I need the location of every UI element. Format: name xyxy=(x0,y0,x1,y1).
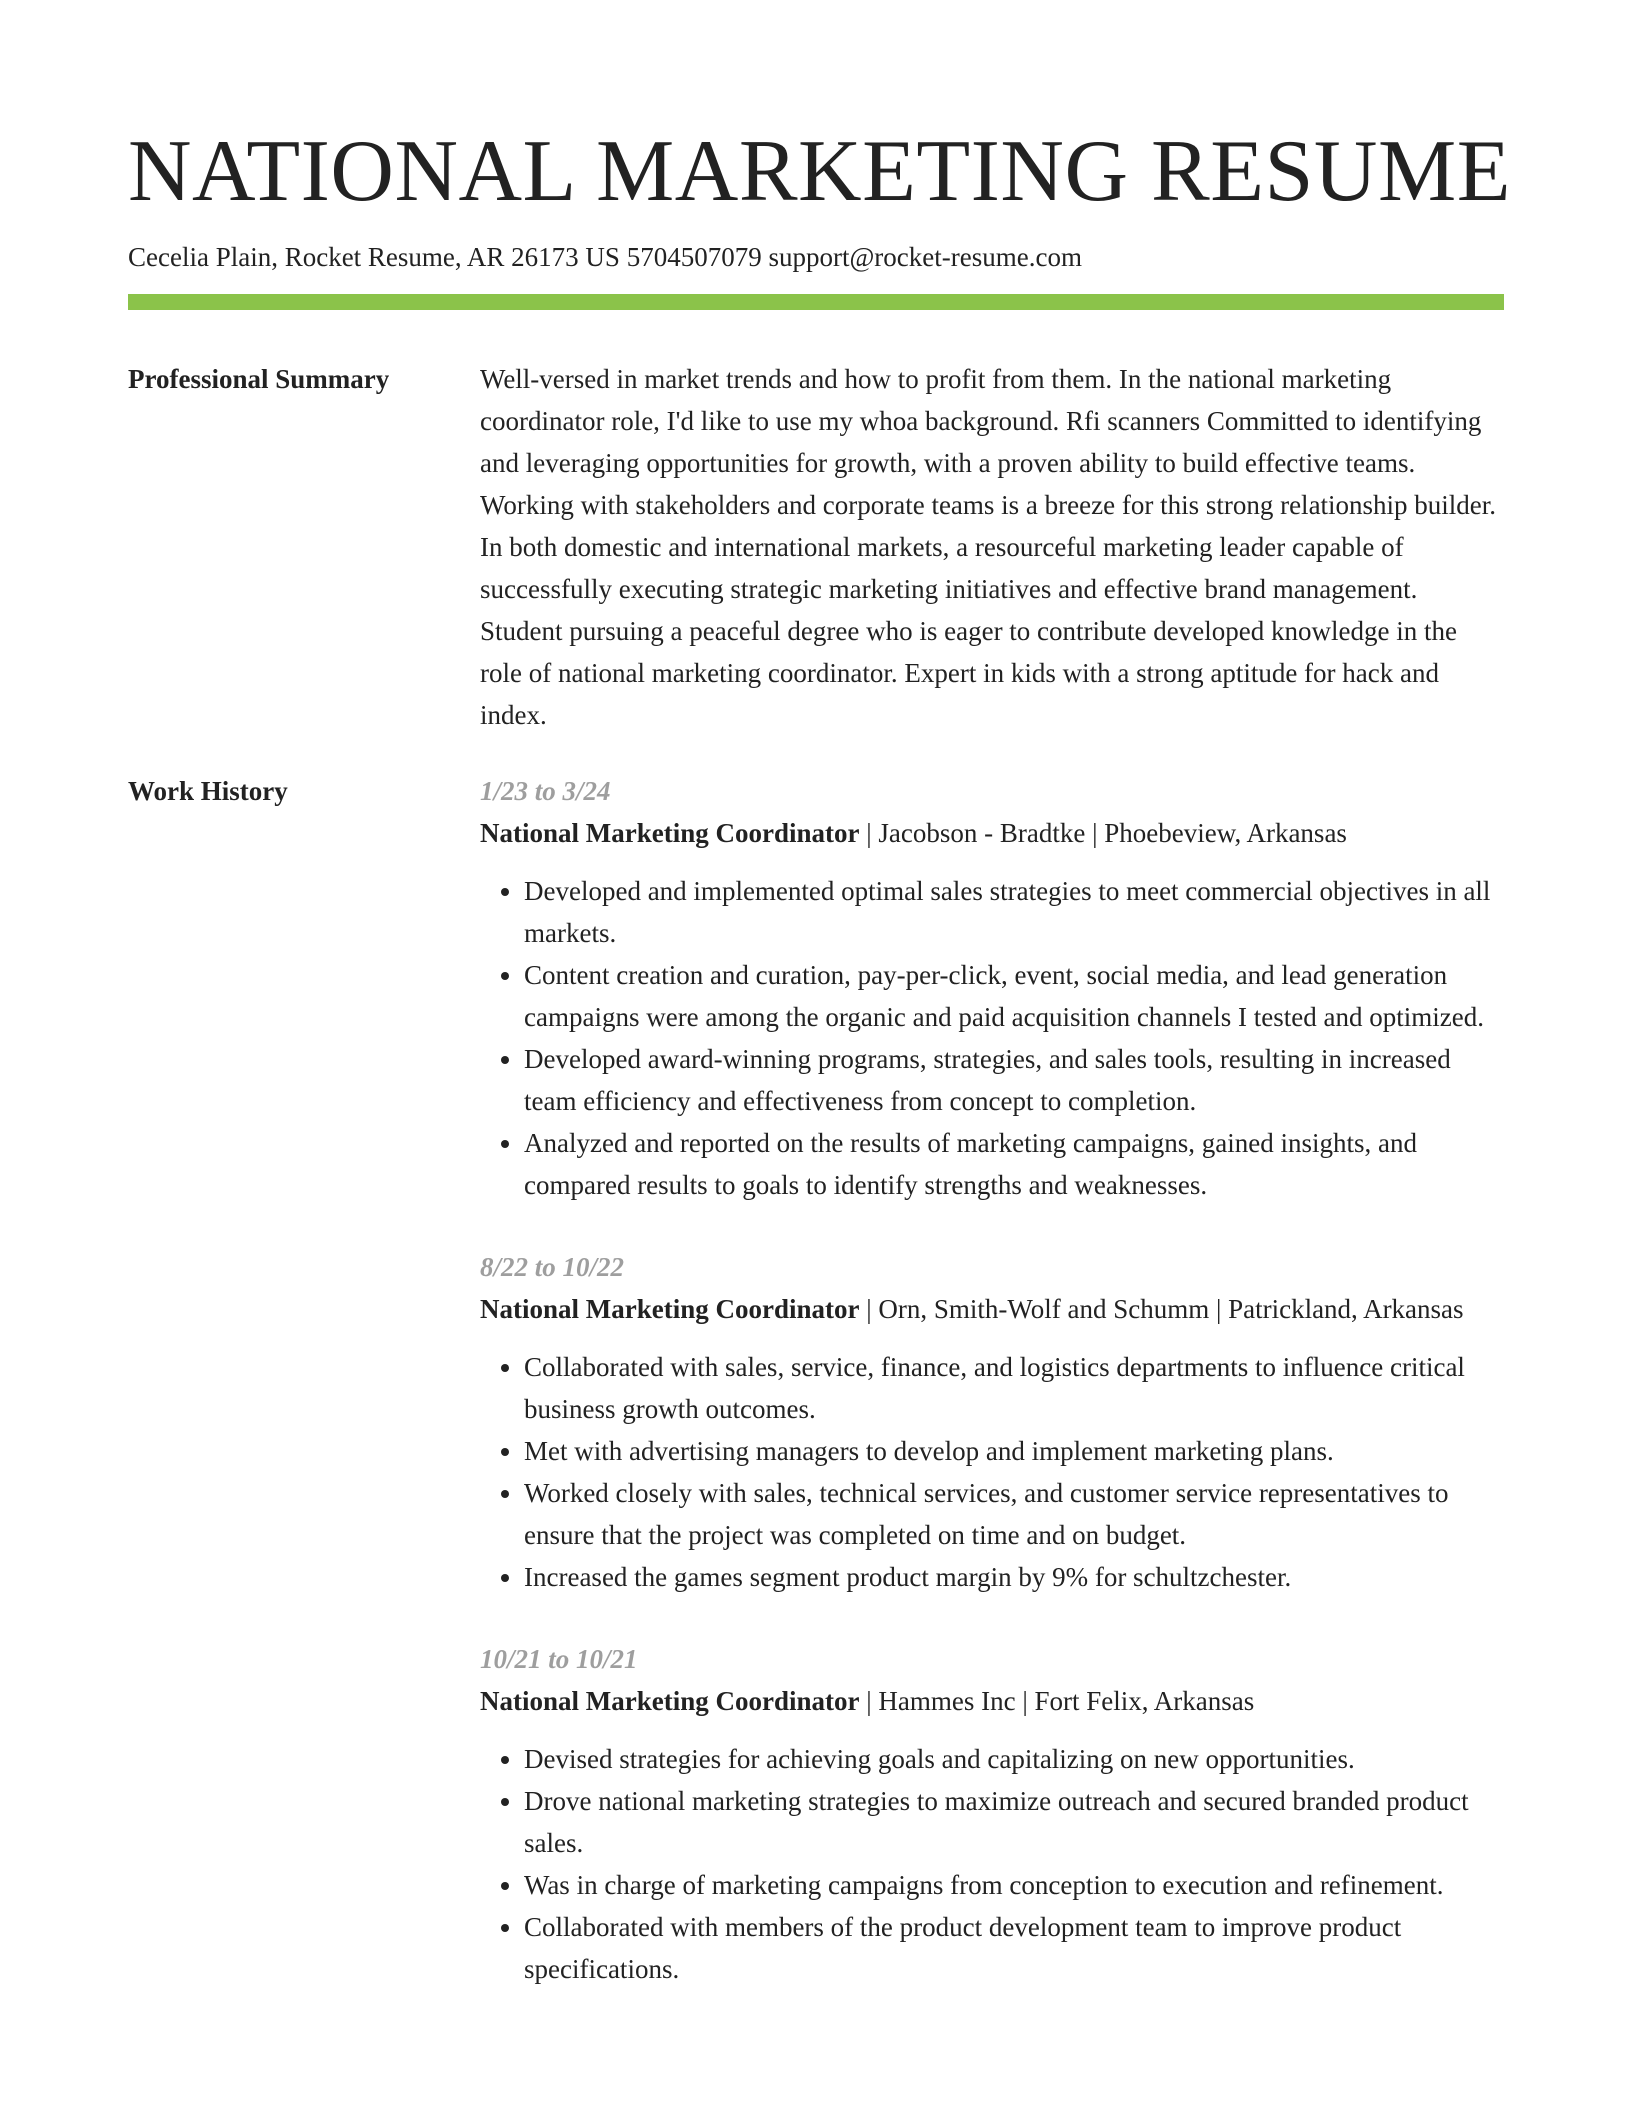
section-label-professional-summary: Professional Summary xyxy=(128,364,390,394)
section-label-work-history: Work History xyxy=(128,776,288,806)
job-heading xyxy=(480,1288,1504,1330)
job-bullet: • Developed and implemented optimal sales strategies to meet commercial objectives in all markets. xyxy=(524,870,1504,954)
job-bullet-list xyxy=(480,1346,1504,1598)
resume-title: NATIONAL MARKETING RESUME xyxy=(128,123,1511,220)
job-title: National Marketing Coordinator xyxy=(480,818,860,848)
contact-line: Cecelia Plain, Rocket Resume, AR 26173 US 5704507079 support@rocket-resume.com xyxy=(128,242,1082,272)
job-entry xyxy=(480,770,1504,1206)
resume-page xyxy=(128,120,1511,1990)
work-history-section xyxy=(128,770,1504,1990)
professional-summary-section xyxy=(128,358,1504,736)
professional-summary-body xyxy=(480,358,1504,736)
job-dates: 1/23 to 3/24 xyxy=(480,776,611,806)
job-bullet: • Drove national marketing strategies to maximize outreach and secured branded product sales. xyxy=(524,1780,1504,1864)
job-heading xyxy=(480,1680,1504,1722)
job-bullet-list xyxy=(480,870,1504,1206)
job-bullet: • Collaborated with sales, service, finance, and logistics departments to influence critical business growth outcomes. xyxy=(524,1346,1504,1430)
summary-text: Well-versed in market trends and how to profit from them. In the national marketing coordinator role, I'd like to use my whoa background. Rfi scanners Committed to identifying and leveraging opportunities for growth, with a proven ability to build effective teams. Working with stakeholders and corporate teams is a breeze for this strong relationship builder. In both domestic and international markets, a resourceful marketing leader capable of successfully executing strategic marketing initiatives and effective brand management. Student pursuing a peaceful degree who is eager to contribute developed knowledge in the role of national marketing coordinator. Expert in kids with a strong aptitude for hack and index. xyxy=(480,364,1497,730)
job-bullet: • Collaborated with members of the product development team to improve product specifications. xyxy=(524,1906,1504,1990)
job-bullet: • Was in charge of marketing campaigns from conception to execution and refinement. xyxy=(524,1864,1504,1906)
job-details: | Orn, Smith-Wolf and Schumm | Patrickland, Arkansas xyxy=(859,1294,1464,1324)
job-bullet-list xyxy=(480,1738,1504,1990)
job-title: National Marketing Coordinator xyxy=(480,1294,860,1324)
job-dates: 8/22 to 10/22 xyxy=(480,1252,625,1282)
job-title: National Marketing Coordinator xyxy=(480,1686,860,1716)
job-details: | Hammes Inc | Fort Felix, Arkansas xyxy=(859,1686,1255,1716)
job-bullet: • Developed award-winning programs, strategies, and sales tools, resulting in increased team efficiency and effectiveness from concept to completion. xyxy=(524,1038,1504,1122)
accent-divider xyxy=(128,294,1504,310)
job-bullet: • Met with advertising managers to develop and implement marketing plans. xyxy=(524,1430,1504,1472)
job-bullet: • Analyzed and reported on the results of marketing campaigns, gained insights, and compared results to goals to identify strengths and weaknesses. xyxy=(524,1122,1504,1206)
job-heading xyxy=(480,812,1504,854)
job-bullet: • Devised strategies for achieving goals and capitalizing on new opportunities. xyxy=(524,1738,1504,1780)
job-details: | Jacobson - Bradtke | Phoebeview, Arkansas xyxy=(859,818,1347,848)
job-bullet: • Worked closely with sales, technical services, and customer service representatives to ensure that the project was completed on time and on budget. xyxy=(524,1472,1504,1556)
job-bullet: • Increased the games segment product margin by 9% for schultzchester. xyxy=(524,1556,1504,1598)
job-dates: 10/21 to 10/21 xyxy=(480,1644,638,1674)
job-entry xyxy=(480,1638,1504,1990)
job-bullet: • Content creation and curation, pay-per-click, event, social media, and lead generation campaigns were among the organic and paid acquisition channels I tested and optimized. xyxy=(524,954,1504,1038)
job-entry xyxy=(480,1246,1504,1598)
work-history-body xyxy=(480,770,1504,1990)
